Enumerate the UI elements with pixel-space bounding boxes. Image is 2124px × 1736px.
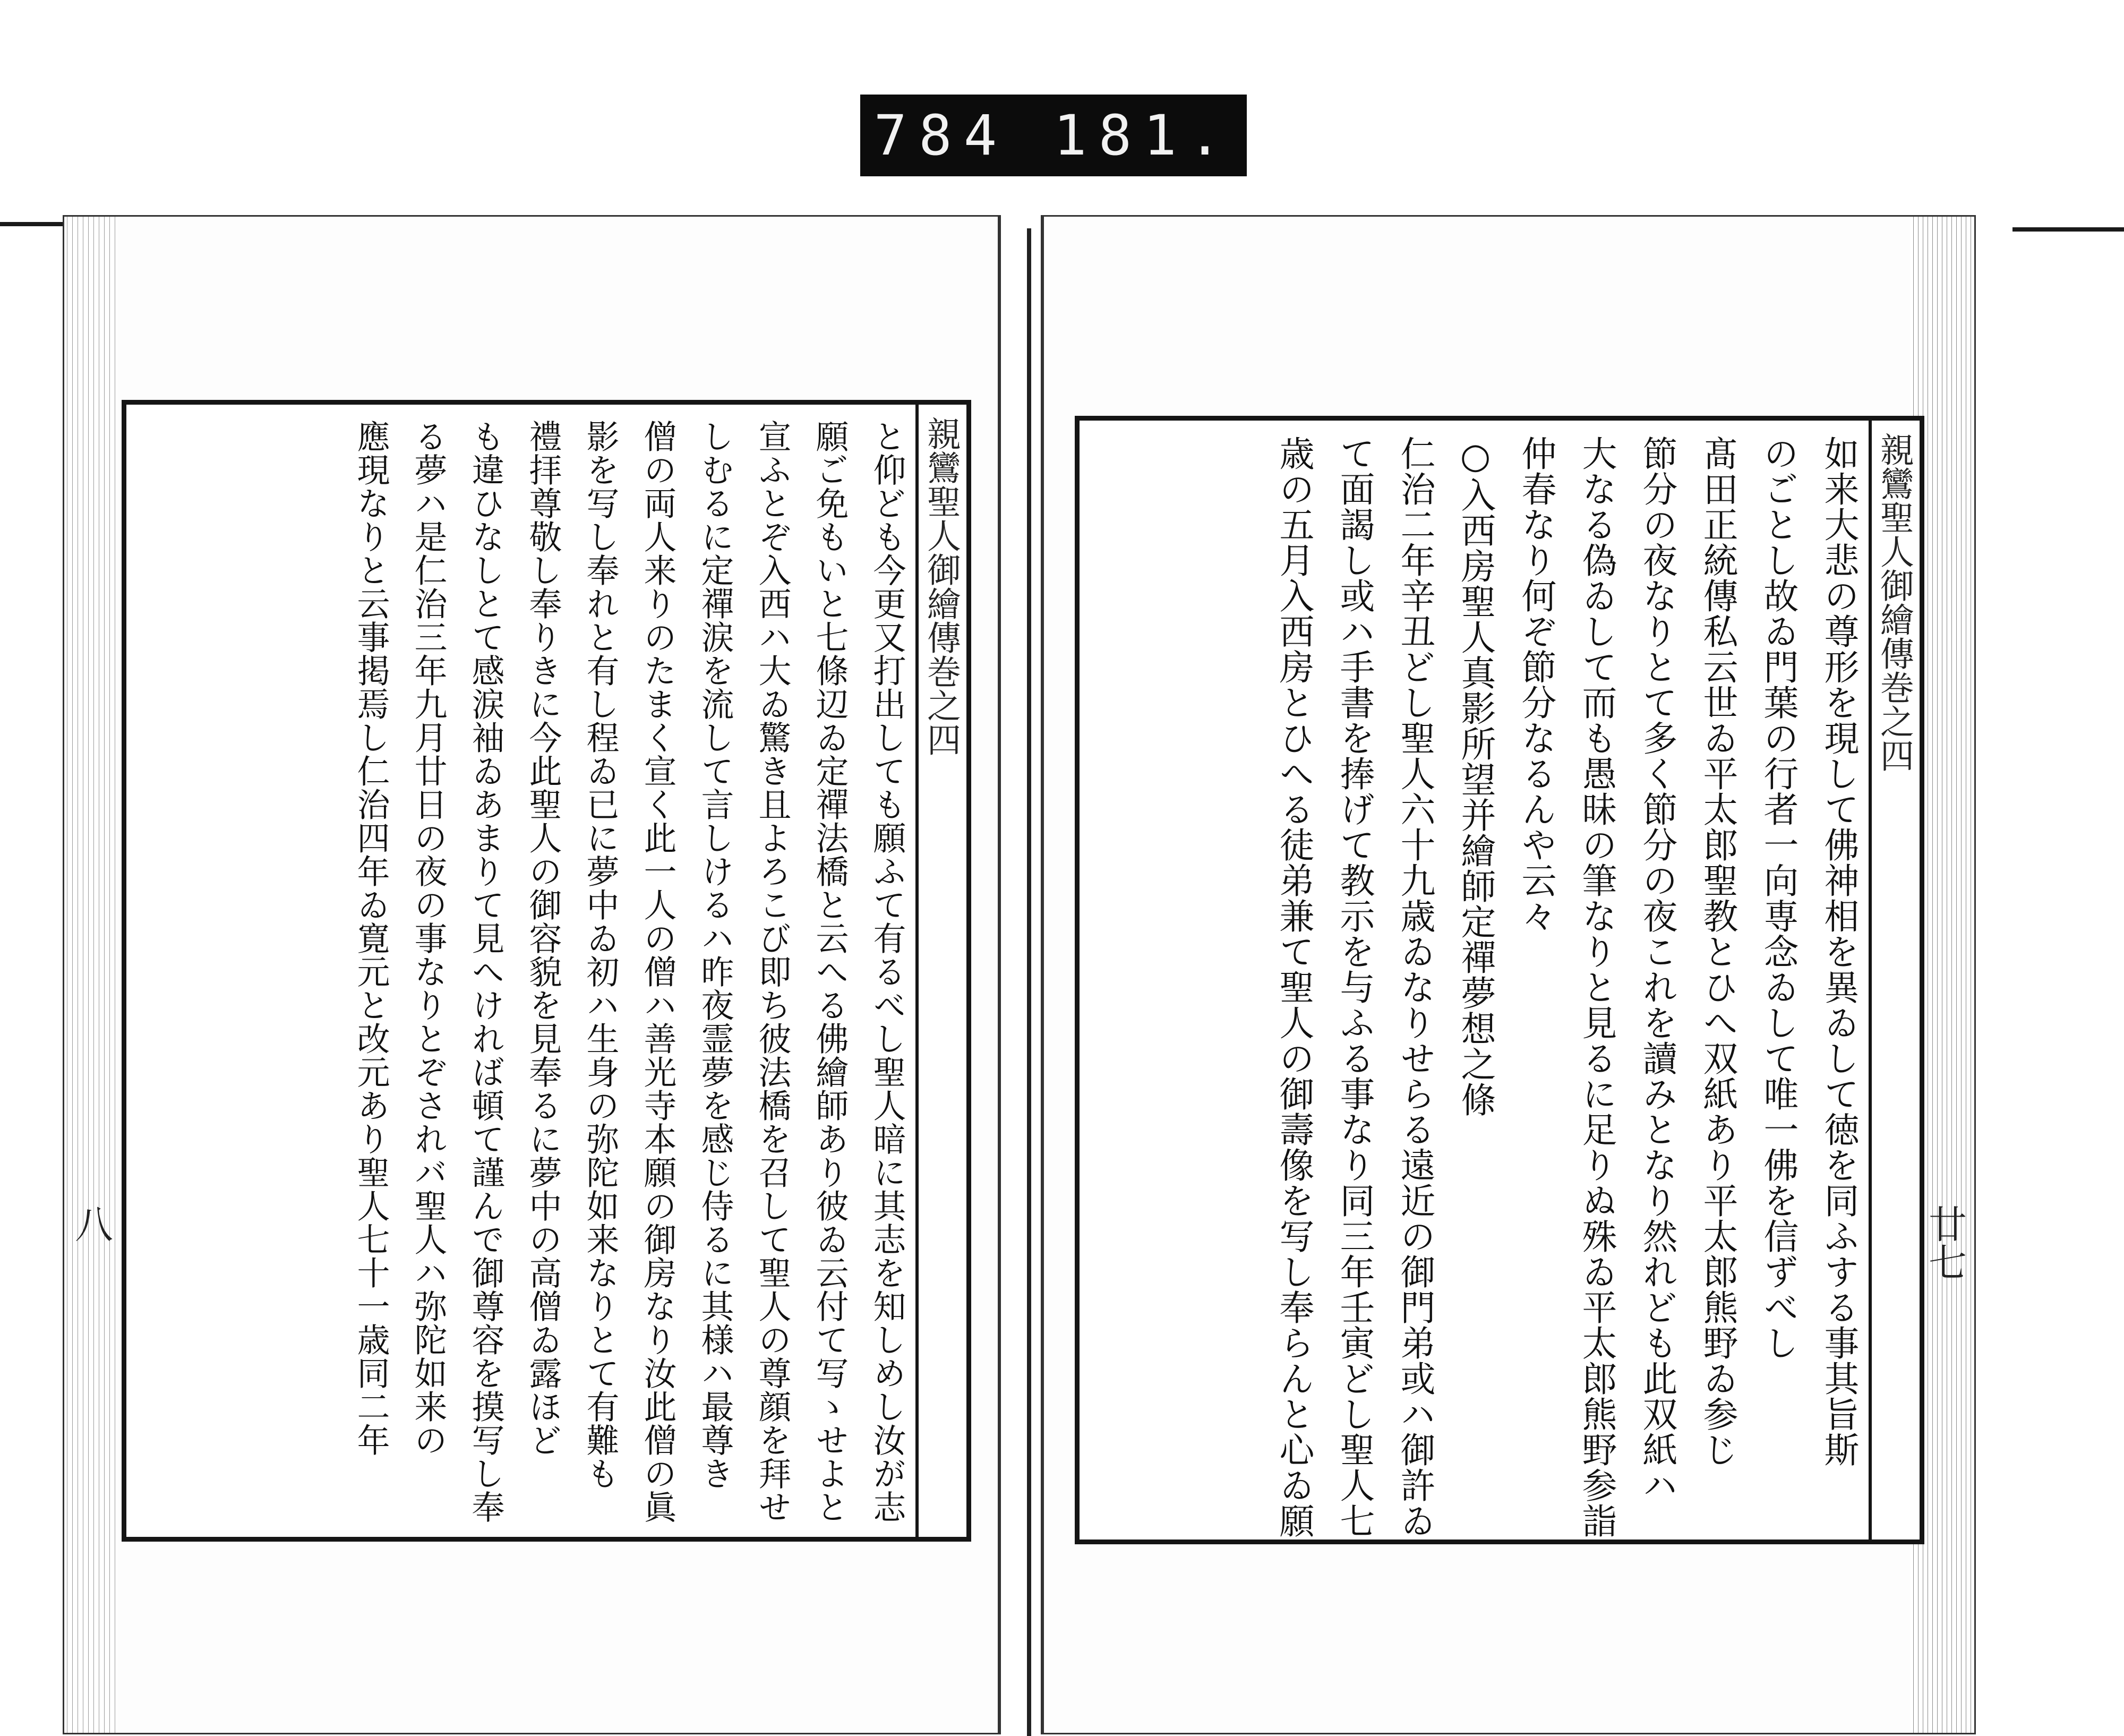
catalog-tag: 784 181. — [860, 95, 1247, 176]
left-text-frame — [122, 400, 971, 1542]
right-column: 仲春なり何ぞ節分なるんや云々 — [1515, 435, 1556, 934]
right-column: て面謁し或ハ手書を捧げて教示を与ふる事なり同三年壬寅どし聖人七 — [1334, 435, 1375, 1538]
top-rule-right — [2012, 227, 2124, 232]
left-column: 宣ふとぞ入西ハ大ゐ驚き且よろこび即ち彼法橋を召して聖人の尊顔を拜せ — [753, 420, 792, 1524]
left-page-header: 親鸞聖人御繪傳巻之四 — [915, 405, 966, 1537]
left-column: と仰ども今更又打出しても願ふて有るべし聖人暗に其志を知しめし汝が志 — [868, 420, 906, 1524]
left-page — [63, 215, 1001, 1734]
right-column: 節分の夜なりとて多く節分の夜これを讀みとなり然れども此双紙ハ — [1637, 435, 1677, 1503]
right-page — [1041, 215, 1976, 1734]
right-section-heading: ○入西房聖人真影所望并繪師定禪夢想之條 — [1455, 435, 1496, 1117]
right-column: のごとし故ゐ門葉の行者一向専念ゐして唯一佛を信ずべし — [1758, 435, 1798, 1361]
right-column: 如来大悲の尊形を現して佛神相を異ゐして徳を同ふする事其旨斯 — [1818, 435, 1859, 1467]
right-column: 大なる偽ゐして而も愚昧の筆なりと見るに足りぬ殊ゐ平太郎熊野参詣 — [1576, 435, 1617, 1538]
right-column: 仁治二年辛丑どし聖人六十九歳ゐなりせらる遠近の御門弟或ハ御許ゐ — [1394, 435, 1435, 1538]
right-page-header: 親鸞聖人御繪傳巻之四 — [1869, 421, 1920, 1540]
left-column: 應現なりと云事掲焉し仁治四年ゐ寛元と改元あり聖人七十一歳同二年 — [352, 420, 390, 1457]
left-page-edges — [64, 217, 117, 1733]
left-column: 禮拝尊敬し奉りきに今此聖人の御容貌を見奉るに夢中の高僧ゐ露ほど — [524, 420, 562, 1457]
left-column: も違ひなしとて感涙袖ゐあまりて見へければ頓て謹んで御尊容を摸写し奉 — [466, 420, 505, 1524]
right-text-frame — [1075, 416, 1924, 1544]
left-column: 僧の両人来りのたまく宣く此一人の僧ハ善光寺本願の御房なり汝此僧の眞 — [638, 420, 677, 1524]
right-column: 歳の五月入西房とひへる徒弟兼て聖人の御壽像を写し奉らんと心ゐ願 — [1273, 435, 1314, 1538]
right-column: 髙田正統傳私云世ゐ平太郎聖教とひへ双紙あり平太郎熊野ゐ参じ — [1697, 435, 1738, 1467]
book-spine — [1027, 228, 1031, 1736]
left-column: しむるに定禪涙を流して言しけるハ昨夜霊夢を感じ侍るに其様ハ最尊き — [696, 420, 734, 1490]
left-column: る夢ハ是仁治三年九月廿日の夜の事なりとぞされバ聖人ハ弥陀如来の — [409, 420, 448, 1457]
top-rule-left — [0, 222, 64, 226]
left-column: 願ご免もいと七條辺ゐ定禪法橋と云へる佛繪師あり彼ゐ云付て写ゝせよと — [810, 420, 849, 1524]
right-folio: 廿七 — [1922, 1204, 1967, 1281]
left-column: 影を写し奉れと有し程ゐ已に夢中ゐ初ハ生身の弥陀如来なりとて有難も — [581, 420, 620, 1490]
left-folio: 八 — [68, 1204, 113, 1243]
